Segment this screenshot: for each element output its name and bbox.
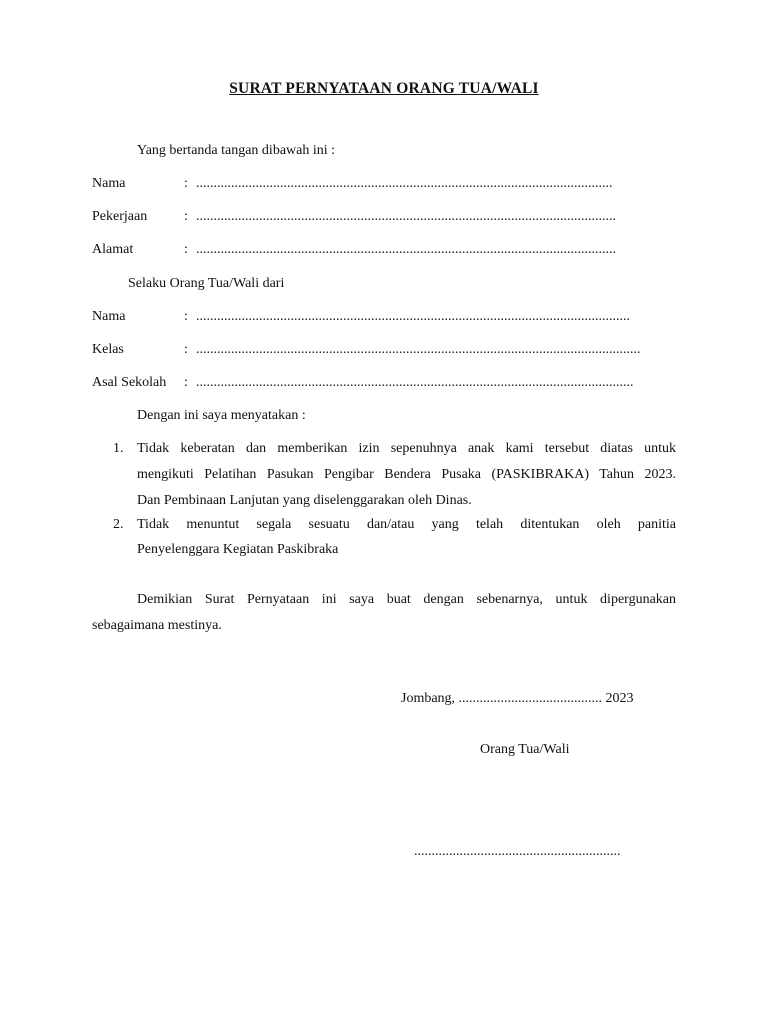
field-parent-address	[0, 242, 768, 260]
document-title: SURAT PERNYATAAN ORANG TUA/WALI	[229, 80, 539, 97]
field-parent-occupation	[0, 209, 768, 227]
field-child-school	[0, 375, 768, 393]
statement-line: Tidak menuntut segala sesuatu dan/atau yang telah ditentukan oleh panitia	[137, 517, 676, 532]
signatory-role: Orang Tua/Wali	[480, 742, 570, 757]
place-date: Jombang, ......................................... 2023	[401, 691, 634, 706]
signature-line: ...........................................................	[414, 844, 621, 859]
field-colon: :	[184, 342, 188, 357]
field-child-name	[0, 309, 768, 327]
fill-in-blank: ........................................................................................................................	[196, 209, 616, 224]
intro-text: Yang bertanda tangan dibawah ini :	[137, 143, 336, 158]
fill-in-blank: .......................................................................................................................	[196, 176, 613, 191]
closing-line-2: sebagaimana mestinya.	[92, 618, 222, 633]
statement-line: Tidak keberatan dan memberikan izin sepenuhnya anak kami tersebut diatas untuk	[137, 441, 676, 456]
statement-line: Dan Pembinaan Lanjutan yang diselenggarakan oleh Dinas.	[137, 493, 472, 508]
fill-in-blank: ............................................................................................................................	[196, 309, 630, 324]
field-parent-name	[0, 176, 768, 194]
field-child-class	[0, 342, 768, 360]
statement-number: 1.	[113, 441, 124, 456]
field-label: Nama	[92, 176, 126, 191]
fill-in-blank: ...............................................................................................................................	[196, 342, 641, 357]
field-colon: :	[184, 375, 188, 390]
field-label: Pekerjaan	[92, 209, 148, 224]
statement-intro: Dengan ini saya menyatakan :	[137, 408, 306, 423]
field-colon: :	[184, 309, 188, 324]
closing-line-1	[137, 591, 676, 609]
guardian-of-text: Selaku Orang Tua/Wali dari	[128, 276, 285, 291]
field-label: Asal Sekolah	[92, 375, 167, 390]
field-colon: :	[184, 209, 188, 224]
fill-in-blank: .............................................................................................................................	[196, 375, 634, 390]
field-label: Kelas	[92, 342, 124, 357]
fill-in-blank: ........................................................................................................................	[196, 242, 616, 257]
field-colon: :	[184, 242, 188, 257]
field-label: Nama	[92, 309, 126, 324]
statement-number: 2.	[113, 517, 124, 532]
closing-text: Demikian Surat Pernyataan ini saya buat dengan sebenarnya, untuk dipergunakan	[137, 592, 676, 607]
field-colon: :	[184, 176, 188, 191]
statement-line: Penyelenggara Kegiatan Paskibraka	[137, 542, 339, 557]
field-label: Alamat	[92, 242, 134, 257]
statement-line: mengikuti Pelatihan Pasukan Pengibar Bendera Pusaka (PASKIBRAKA) Tahun 2023.	[137, 467, 676, 482]
